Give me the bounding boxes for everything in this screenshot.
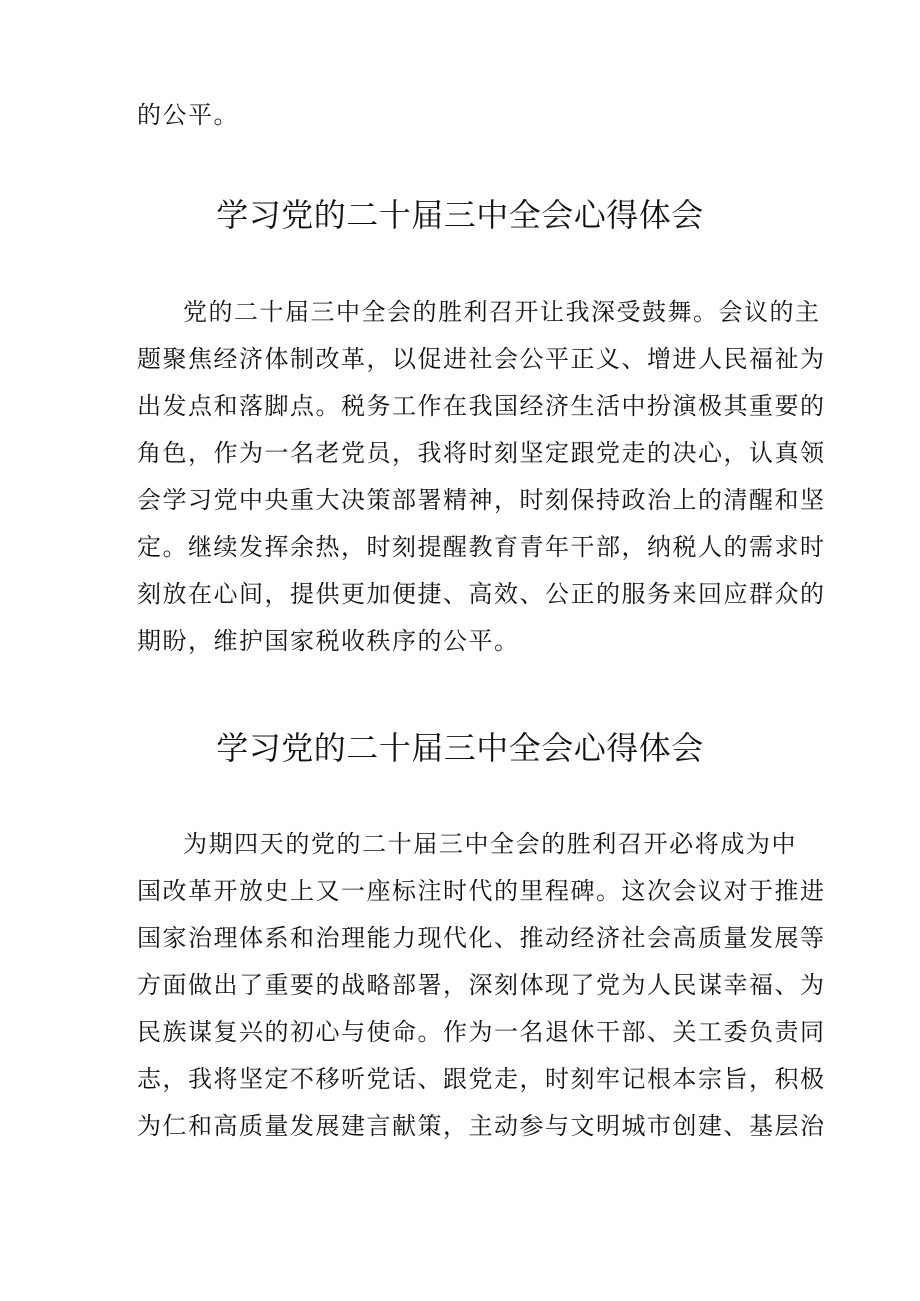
paragraph-line: 国家治理体系和治理能力现代化、推动经济社会高质量发展等 [137, 924, 826, 952]
paragraph-line: 方面做出了重要的战略部署，深刻体现了党为人民谋幸福、为 [137, 971, 826, 999]
paragraph-line: 党的二十届三中全会的胜利召开让我深受鼓舞。会议的主 [183, 298, 821, 326]
paragraph-line: 题聚焦经济体制改革，以促进社会公平正义、增进人民福祉为 [137, 345, 826, 373]
paragraph-line: 志，我将坚定不移听党话、跟党走，时刻牢记根本宗旨，积极 [137, 1065, 826, 1093]
section-heading-1: 学习党的二十届三中全会心得体会 [216, 196, 704, 234]
paragraph-line: 期盼，维护国家税收秩序的公平。 [137, 627, 520, 655]
paragraph-line: 会学习党中央重大决策部署精神，时刻保持政治上的清醒和坚 [137, 486, 826, 514]
paragraph-line: 出发点和落脚点。税务工作在我国经济生活中扮演极其重要的 [137, 392, 826, 420]
paragraph-line: 国改革开放史上又一座标注时代的里程碑。这次会议对于推进 [137, 877, 826, 905]
paragraph-line: 定。继续发挥余热，时刻提醒教育青年干部，纳税人的需求时 [137, 533, 826, 561]
paragraph-line: 民族谋复兴的初心与使命。作为一名退休干部、关工委负责同 [137, 1018, 826, 1046]
section-heading-2: 学习党的二十届三中全会心得体会 [216, 729, 704, 767]
paragraph-line: 刻放在心间，提供更加便捷、高效、公正的服务来回应群众的 [137, 580, 826, 608]
paragraph-line: 为期四天的党的二十届三中全会的胜利召开必将成为中 [183, 830, 797, 858]
paragraph-line: 角色，作为一名老党员，我将时刻坚定跟党走的决心，认真领 [137, 439, 826, 467]
paragraph-line: 为仁和高质量发展建言献策，主动参与文明城市创建、基层治 [137, 1112, 826, 1140]
paragraph-continuation: 的公平。 [137, 101, 239, 129]
